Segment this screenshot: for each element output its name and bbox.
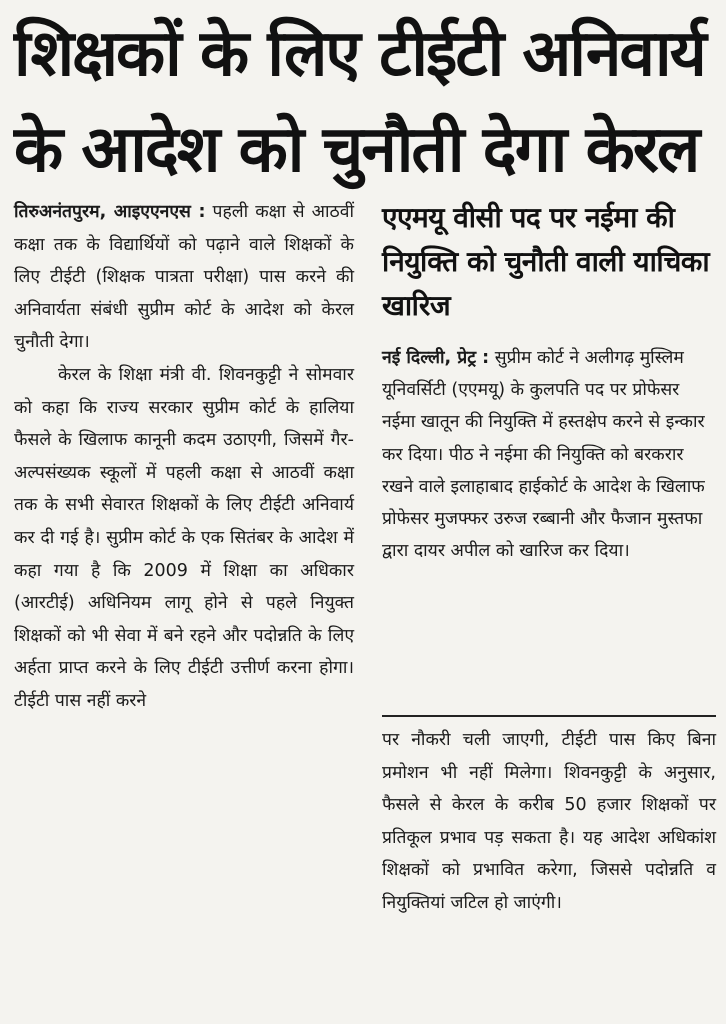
main-headline-line-1: शिक्षकों के लिए टीईटी अनिवार्य — [14, 17, 705, 91]
main-article-continuation-text: पर नौकरी चली जाएगी, टीईटी पास किए बिना प्रमोशन भी नहीं मिलेगा। शिवनकुट्टी के अनुसार, फैसले से केरल के करीब 50 हजार शिक्षकों पर प्रतिकूल प्रभाव पड़ सकता है। यह आदेश अधिकांश शिक्षकों को प्रभावित करेगा, जिससे पदोन्नति व नियुक्तियां जटिल हो जाएंगी। — [382, 730, 716, 913]
main-article-body — [14, 196, 354, 718]
main-article-dateline: तिरुअनंतपुरम, आइएएनएस : — [14, 202, 206, 222]
side-article-text: सुप्रीम कोर्ट ने अलीगढ़ मुस्लिम यूनिवर्सिटी (एएमयू) के कुलपति पद पर प्रोफेसर नईमा खातून की नियुक्ति में हस्तक्षेप करने से इन्कार कर दिया। पीठ ने नईमा की नियुक्ति को बरकरार रखने वाले इलाहाबाद हाईकोर्ट के आदेश के खिलाफ प्रोफेसर मुजफ्फर उरुज रब्बानी और फैजान मुस्तफा द्वारा दायर अपील को खारिज कर दिया। — [382, 348, 705, 562]
main-article-para1-text: पहली कक्षा से आठवीं कक्षा तक के विद्यार्थियों को पढ़ाने वाले शिक्षकों के लिए टीईटी (शिक्षक पात्रता परीक्षा) पास करने की अनिवार्यता संबंधी सुप्रीम कोर्ट के आदेश को केरल चुनौती देगा। — [14, 202, 354, 353]
main-article-paragraph-2: केरल के शिक्षा मंत्री वी. शिवनकुट्टी ने सोमवार को कहा कि राज्य सरकार सुप्रीम कोर्ट के हालिया फैसले के खिलाफ कानूनी कदम उठाएगी, जिसमें गैर-अल्पसंख्यक स्कूलों में पहली कक्षा से आठवीं कक्षा तक के सभी सेवारत शिक्षकों के लिए टीईटी अनिवार्य कर दी गई है। सुप्रीम कोर्ट के एक सितंबर के आदेश में कहा गया है कि 2009 में शिक्षा का अधिकार (आरटीई) अधिनियम लागू होने से पहले नियुक्त शिक्षकों को भी सेवा में बने रहने और पदोन्नति के लिए अर्हता प्राप्त करने के लिए टीईटी उत्तीर्ण करना होगा। टीईटी पास नहीं करने — [14, 364, 354, 711]
side-article-body — [382, 342, 716, 567]
side-article-headline: एएमयू वीसी पद पर नईमा की नियुक्ति को चुनौती वाली याचिका खारिज — [382, 201, 710, 322]
main-article-continuation — [382, 724, 716, 920]
column-divider — [382, 715, 716, 717]
side-article — [382, 196, 716, 567]
side-article-dateline: नई दिल्ली, प्रेट्र : — [382, 348, 490, 368]
main-headline-line-2: के आदेश को चुनौती देगा केरल — [14, 113, 699, 187]
main-article-paragraph-1 — [14, 196, 354, 359]
main-headline — [14, 6, 714, 198]
